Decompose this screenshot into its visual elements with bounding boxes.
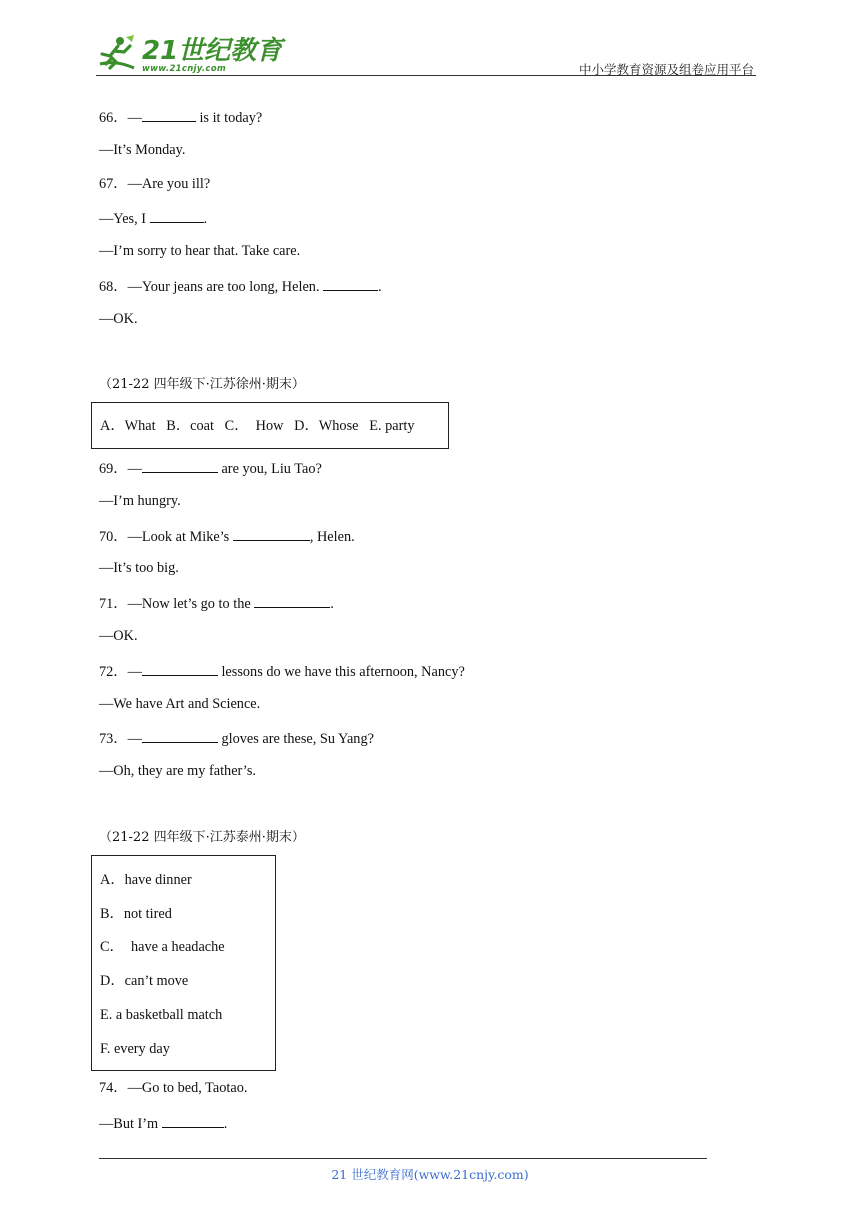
header-divider [96,75,756,76]
question-67: 67．—Are you ill? [99,176,211,192]
question-69 [99,458,322,478]
logo [96,34,282,74]
runner-logo-icon [96,34,138,74]
word-bank-2-option: B．not tired [100,906,172,922]
answer-blank [150,208,204,223]
question-74-line2 [99,1113,227,1133]
question-70-suffix: , Helen. [309,529,355,545]
answer-blank [142,661,218,676]
answer-blank [254,593,330,608]
question-74-line2-prefix: —But I’m [99,1116,162,1132]
question-66-suffix: is it today? [195,110,263,126]
platform-title: 中小学教育资源及组卷应用平台 [578,62,754,77]
question-67-line2-prefix: —Yes, I [99,211,150,227]
question-73-prefix: 73．— [99,731,142,747]
answer-68: —OK. [99,311,138,327]
answer-66: —It’s Monday. [99,142,186,158]
question-70-prefix: 70．—Look at Mike’s [99,529,233,545]
word-bank-2-option: D．can’t move [100,973,189,989]
answer-69: —I’m hungry. [99,493,181,509]
question-72-suffix: lessons do we have this afternoon, Nancy? [217,664,465,680]
question-66 [99,107,262,127]
word-bank-2-option: A．have dinner [100,872,192,888]
word-bank-2-option: C． have a headache [100,939,225,955]
footer-link[interactable]: 21 世纪教育网(www.21cnjy.com) [331,1167,529,1182]
page-header [96,30,756,78]
word-bank-1 [91,402,449,449]
question-72 [99,661,465,681]
answer-73: —Oh, they are my father’s. [99,763,256,779]
question-71 [99,593,334,613]
logo-title: 21世纪教育 [142,36,283,66]
question-73-suffix: gloves are these, Su Yang? [217,731,374,747]
answer-blank [142,107,196,122]
question-68-suffix: . [378,279,382,295]
answer-71: —OK. [99,628,138,644]
footer-divider [99,1158,707,1159]
answer-blank [233,526,310,541]
question-69-prefix: 69．— [99,461,142,477]
word-bank-2-option: F. every day [100,1041,170,1057]
answer-blank [142,728,218,743]
question-67-line2 [99,208,207,228]
word-bank-2 [91,855,276,1071]
question-71-suffix: . [330,596,334,612]
question-68-prefix: 68．—Your jeans are too long, Helen. [99,279,324,295]
question-71-prefix: 71．—Now let’s go to the [99,596,255,612]
question-73 [99,728,374,748]
word-bank-2-option: E. a basketball match [100,1007,223,1023]
logo-url: www.21cnjy.com [142,64,226,74]
answer-70: —It’s too big. [99,560,179,576]
question-70 [99,526,355,546]
question-66-prefix: 66．— [99,110,142,126]
question-74: 74．—Go to bed, Taotao. [99,1080,248,1096]
question-72-prefix: 72．— [99,664,142,680]
answer-72: —We have Art and Science. [99,696,261,712]
word-bank-1-options: A．What B．coat C． How D．Whose E. party [100,418,415,434]
section-2-source: （21-22 四年级下·江苏泰州·期末） [99,830,305,845]
answer-blank [162,1113,224,1128]
question-67-line3: —I’m sorry to hear that. Take care. [99,243,301,259]
section-1-source: （21-22 四年级下·江苏徐州·期末） [99,377,305,392]
question-68 [99,276,382,296]
answer-blank [142,458,218,473]
question-67-line2-suffix: . [203,211,208,227]
question-69-suffix: are you, Liu Tao? [217,461,322,477]
question-74-line2-suffix: . [223,1116,228,1132]
answer-blank [323,276,378,291]
